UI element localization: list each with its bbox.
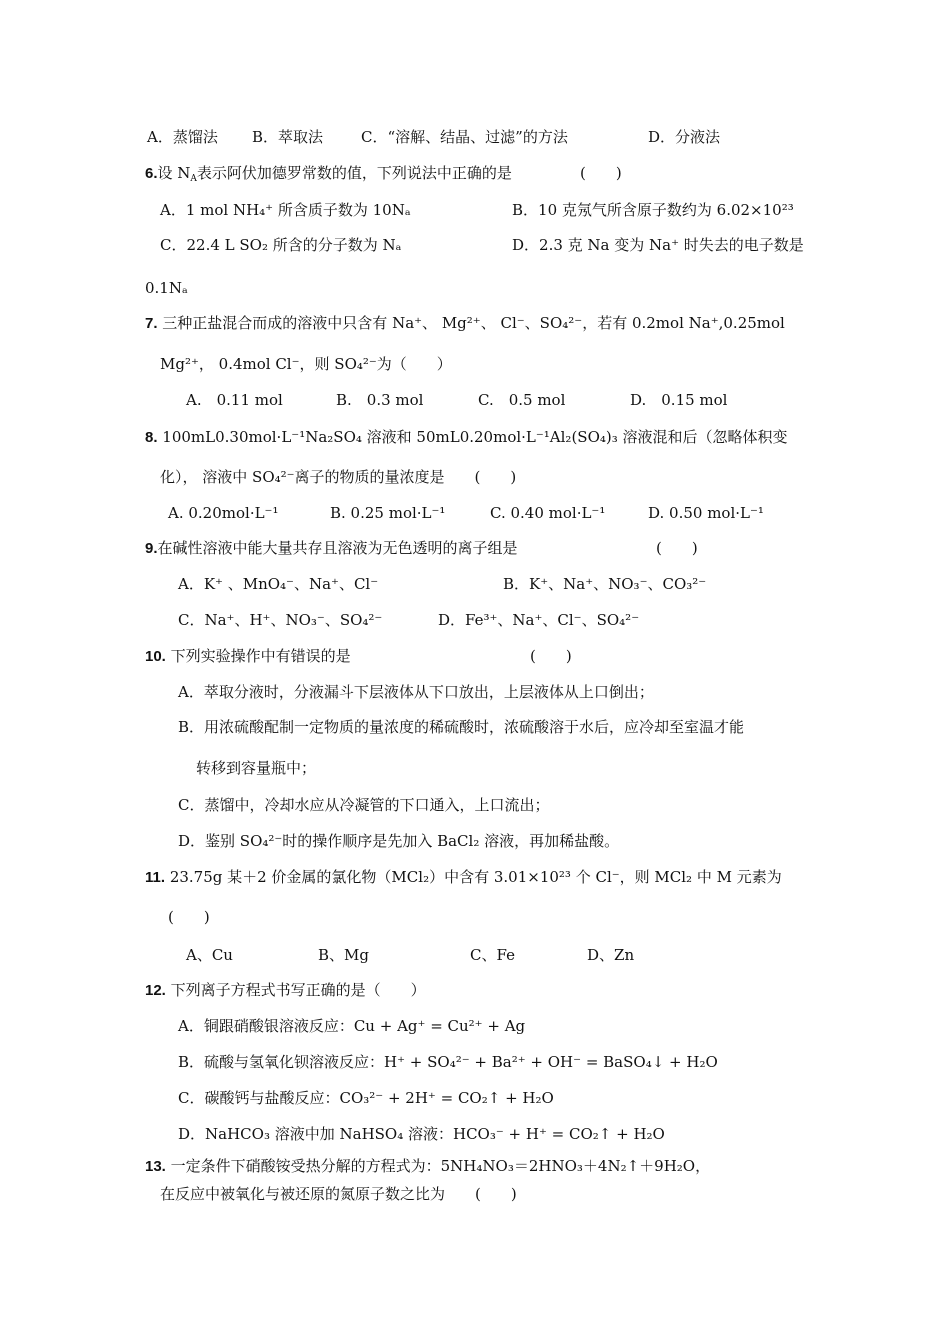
- q5-option-c: C．“溶解、结晶、过滤”的方法: [361, 128, 568, 146]
- answer-paren: ( ): [656, 539, 698, 557]
- question-12-stem: 12. 下列离子方程式书写正确的是（ ）: [145, 981, 426, 999]
- q12-option-d: D．NaHCO₃ 溶液中加 NaHSO₄ 溶液：HCO₃⁻ + H⁺ = CO₂↑ + H₂O: [178, 1125, 665, 1143]
- answer-paren: ( ): [168, 908, 210, 926]
- question-number: 6.: [145, 165, 158, 182]
- q7-option-c: C. 0.5 mol: [478, 391, 566, 409]
- question-number: 11.: [145, 869, 166, 886]
- q12-option-b: B．硫酸与氢氧化钡溶液反应：H⁺ + SO₄²⁻ + Ba²⁺ + OH⁻ = BaSO₄↓ + H₂O: [178, 1053, 718, 1071]
- question-13-stem-continued: 在反应中被氧化与被还原的氮原子数之比为 ( ): [160, 1185, 517, 1203]
- q12-option-c: C．碳酸钙与盐酸反应：CO₃²⁻ + 2H⁺ = CO₂↑ + H₂O: [178, 1089, 554, 1107]
- question-11-stem: 11. 23.75g 某＋2 价金属的氯化物（MCl₂）中含有 3.01×10²³ 个 Cl⁻，则 MCl₂ 中 M 元素为: [145, 868, 782, 886]
- q11-option-c: C、Fe: [470, 946, 515, 964]
- q6-option-d-continued: 0.1Nₐ: [145, 279, 188, 297]
- q6-option-a: A．1 mol NH₄⁺ 所含质子数为 10Nₐ: [160, 201, 411, 219]
- q10-option-b: B．用浓硫酸配制一定物质的量浓度的稀硫酸时，浓硫酸溶于水后，应冷却至室温才能: [178, 718, 745, 736]
- question-7-stem-continued: Mg²⁺， 0.4mol Cl⁻，则 SO₄²⁻为（ ）: [160, 355, 452, 373]
- q10-option-c: C．蒸馏中，冷却水应从冷凝管的下口通入，上口流出；: [178, 796, 550, 814]
- q9-option-d: D．Fe³⁺、Na⁺、Cl⁻、SO₄²⁻: [438, 611, 640, 629]
- q10-option-d: D．鉴别 SO₄²⁻时的操作顺序是先加入 BaCl₂ 溶液，再加稀盐酸。: [178, 832, 620, 850]
- question-10-stem: 10. 下列实验操作中有错误的是: [145, 647, 351, 665]
- question-6-stem: 6.设 $N_A$表示阿伏加德罗常数的值，下列说法中正确的是: [145, 164, 512, 184]
- question-7-stem: 7. 三种正盐混合而成的溶液中只含有 Na⁺、 Mg²⁺、 Cl⁻、SO₄²⁻，若有 0.2mol Na⁺,0.25mol: [145, 314, 785, 332]
- q6-option-c: C．22.4 L SO₂ 所含的分子数为 Nₐ: [160, 236, 402, 254]
- q8-option-c: C. 0.40 mol·L⁻¹: [490, 504, 606, 522]
- question-8-stem-continued: 化）， 溶液中 SO₄²⁻离子的物质的量浓度是 ( ): [160, 468, 517, 486]
- question-13-stem: 13. 一定条件下硝酸铵受热分解的方程式为：5NH₄NO₃＝2HNO₃＋4N₂↑＋9H₂O，: [145, 1157, 711, 1175]
- q7-option-a: A. 0.11 mol: [186, 391, 283, 409]
- question-number: 9.: [145, 540, 158, 557]
- q9-option-b: B．K⁺、Na⁺、NO₃⁻、CO₃²⁻: [503, 575, 707, 593]
- q10-option-b-continued: 转移到容量瓶中；: [196, 759, 317, 777]
- q11-option-b: B、Mg: [318, 946, 369, 964]
- answer-paren: ( ): [530, 647, 572, 665]
- q5-option-a: A．蒸馏法: [147, 128, 218, 146]
- q7-option-d: D. 0.15 mol: [630, 391, 728, 409]
- q11-option-d: D、Zn: [587, 946, 635, 964]
- question-9-stem: 9.在碱性溶液中能大量共存且溶液为无色透明的离子组是: [145, 539, 518, 557]
- q7-option-b: B. 0.3 mol: [336, 391, 424, 409]
- question-number: 10.: [145, 648, 166, 665]
- q12-option-a: A．铜跟硝酸银溶液反应：Cu + Ag⁺ = Cu²⁺ + Ag: [178, 1017, 526, 1035]
- q9-option-c: C．Na⁺、H⁺、NO₃⁻、SO₄²⁻: [178, 611, 383, 629]
- question-number: 13.: [145, 1158, 166, 1175]
- q10-option-a: A．萃取分液时，分液漏斗下层液体从下口放出，上层液体从上口倒出；: [178, 683, 654, 701]
- q11-option-a: A、Cu: [186, 946, 233, 964]
- q5-option-d: D．分液法: [648, 128, 721, 146]
- q5-option-b: B．萃取法: [252, 128, 324, 146]
- q9-option-a: A．K⁺ 、MnO₄⁻、Na⁺、Cl⁻: [178, 575, 379, 593]
- question-number: 8.: [145, 429, 158, 446]
- q8-option-a: A. 0.20mol·L⁻¹: [168, 504, 279, 522]
- question-number: 12.: [145, 982, 166, 999]
- question-8-stem: 8. 100mL0.30mol·L⁻¹Na₂SO₄ 溶液和 50mL0.20mol·L⁻¹Al₂(SO₄)₃ 溶液混和后（忽略体积变: [145, 428, 788, 446]
- q6-option-d: D．2.3 克 Na 变为 Na⁺ 时失去的电子数是: [512, 236, 804, 254]
- q6-option-b: B．10 克氖气所含原子数约为 6.02×10²³: [512, 201, 794, 219]
- answer-paren: ( ): [580, 164, 622, 182]
- q8-option-b: B. 0.25 mol·L⁻¹: [330, 504, 446, 522]
- question-number: 7.: [145, 315, 158, 332]
- q8-option-d: D. 0.50 mol·L⁻¹: [648, 504, 764, 522]
